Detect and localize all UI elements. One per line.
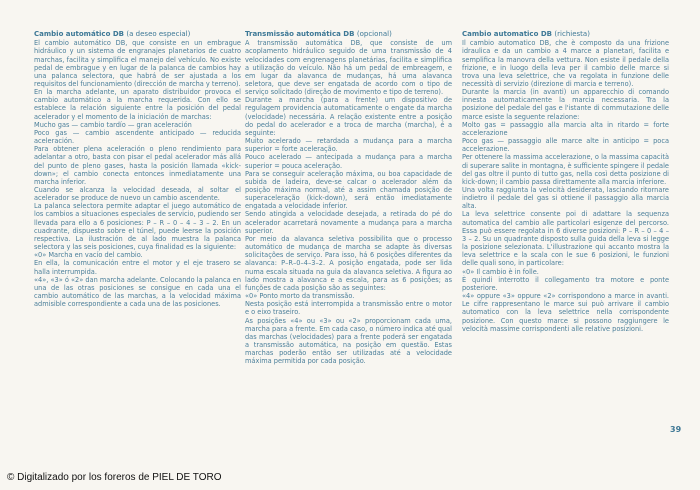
paragraph: La leva selettrice consente poi di adattare la sequenza automatica del cambio alle particolari esigenze del percorso. Essa può essere regolata in 6 diverse posizioni: P – R – 0 – 4 – 3 – 2. Su un quadrante disposto sulla guida della leva si legge la posizione selezionata. L'illustrazione qui accanto mostra la leva selettrice e la scala con le sue 6 posizioni, le funzioni delle quali sono, in particolare: [462, 210, 669, 268]
paragraph: En la marcha adelante, un aparato distribuidor provoca el cambio automático a la marcha requerida. Con ello se establece la relación siguiente entre la posición del pedal acelerador y el momento de la iniciación de marchas: [34, 88, 241, 121]
paragraph: Molto gas = passaggio alla marcia alta in ritardo = forte accelerazione [462, 120, 669, 137]
paragraph: Nesta posição está interrompida a transmissão entre o motor e o eixo traseiro. [245, 300, 452, 317]
spanish-column [34, 30, 241, 308]
paragraph: Sendo atingida a velocidade desejada, a retirada do pé do acelerador acarretará novamente a mudança para a marcha superior. [245, 210, 452, 235]
paragraph: «4» oppure «3» oppure «2» corrispondono a marce in avanti. Le cifre rappresentano le marce sui può arrivare il cambio automatico con la leva selettrice nella corrispondente posizione. Con questo marce si possono raggiungere le velocità massime corrispondenti alle relative posizioni. [462, 292, 669, 333]
paragraph: Una volta raggiunta la velocità desiderata, lasciando ritornare indietro il pedale del gas si ottiene il passaggio alla marcia alta. [462, 186, 669, 211]
paragraph: «0» Marcha en vacío del cambio. [34, 251, 143, 260]
paragraph: Mucho gas — cambio tardío — gran aceleración [34, 120, 192, 129]
paragraph: Pouco acelerado — antecipada a mudança para a marcha superior = pouca aceleração. [245, 153, 452, 170]
paragraph: Cuando se alcanza la velocidad deseada, al soltar el acelerador se produce de nuevo un cambio ascendente. [34, 186, 241, 203]
copyright-footer: © Digitalizado por los foreros de PIEL DE TORO [7, 472, 222, 483]
title-text: Cambio automático DB [34, 30, 124, 38]
paragraph: Il cambio automatico DB, che è composto da una frizione idraulica e da un cambio a 4 marce a planetari, facilita e semplifica la manovra della vettura. Non esiste il pedale della frizione, e in luogo della leva per il cambio delle marce si trova una leva selettrice, che va regolata in funzione delle necessità di servizio (direzione di marcia e terreno). [462, 39, 669, 88]
title-text: Transmissão automática DB [245, 30, 355, 38]
paragraph: «0» Ponto morto da transmissão. [245, 292, 355, 301]
paragraph: Per ottenere la massima accelerazione, o la massima capacità di superare salite in montagna, è sufficiente spingere il pedale del gas oltre il punto di tutto gas, nella così detta posizione di kick-down; il cambio passa direttamente alla marcia inferiore. [462, 153, 669, 186]
subtitle-text: (a deseo especial) [126, 30, 191, 38]
column-title [34, 30, 241, 38]
paragraph: A transmissão automática DB, que consiste de um acoplamento hidráulico seguido de uma transmissão de 4 velocidades com engrenagens planetárias, facilita e simplifica a utilização do veículo. Não há um pedal de embreagem, e em lugar da alavanca de mudanças, há uma alavanca seletora, que deve ser engatada de acordo com o tipo de serviço solicitado (direção de movimento e tipo de terreno). [245, 39, 452, 97]
paragraph: Por meio da alavanca seletiva possibilita que o processo automático de mudança de marcha se adapte às diversas solicitações de serviço. Para isso, há 6 posições diferentes da alavanca: P–R–0–4–3–2. A posição engatada, pode ser lida numa escala situada na guia da alavanca seletiva. A figura ao lado mostra a alavanca e a escala, para as 6 posições; as funções de cada posição são as seguintes: [245, 234, 452, 292]
paragraph: È quindi interrotto il collegamento tra motore e ponte posteriore. [462, 275, 669, 292]
paragraph: Durante la marcia (in avanti) un apparecchio di comando innesta automaticamente la marcia necessaria. Tra la posizione del pedale del gas e l'istante di commutazione delle marce esiste la seguente relazione: [462, 88, 669, 121]
paragraph: La palanca selectora permite adaptar el juego automático de los cambios a situaciones especiales de servicio, pudiendo ser llevada para ello a 6 posiciones: P – R – 0 – 4 – 3 – 2. En un cuadrante, dispuesto sobre el túnel, puede leerse la posición respectiva. La ilustración de al lado muestra la palanca selectora y las seis posiciones, cuya finalidad es la siguiente: [34, 202, 241, 252]
paragraph: Muito acelerado — retardada a mudança para a marcha superior = forte aceleração. [245, 137, 452, 154]
title-text: Cambio automatico DB [462, 30, 552, 38]
paragraph: El cambio automático DB, que consiste en un embrague hidráulico y un sistema de engranajes planetarios de cuatro marchas, facilita y simplifica el manejo del vehículo. No existe pedal de embrague y en lugar de la palanca de cambios hay una palanca selectora, que habrá de ser ajustada a los requisitos del funcionamiento (dirección de marcha y terreno). [34, 39, 241, 88]
paragraph: Poco gas — cambio ascendente anticipado — reducida aceleración. [34, 128, 241, 146]
paragraph: Para obtener plena aceleración o pleno rendimiento para adelantar a otro, basta con pisar el pedal acelerador más allá del punto de pleno gases, hasta la posición llamada «kick-down»; el cambio conecta entonces inmediatamente una marcha inferior. [34, 145, 241, 186]
paragraph: Para se conseguir aceleração máxima, ou boa capacidade de subida de ladeira, deve-se calcar o acelerador além da posição máxima normal, até a assim chamada posição de superaceleração (kick-down), será então imediatamente engatada a velocidade inferior. [245, 169, 452, 211]
subtitle-text: (opcional) [356, 30, 392, 38]
paragraph: Durante a marcha (para a frente) um dispositivo de regulagem providencia automaticamente o engate da marcha (velocidade) necessária. A relação existente entre a posição do pedal do acelerador e a troca de marcha (marcha), é a seguinte: [245, 96, 452, 137]
subtitle-text: (richiesta) [554, 30, 590, 38]
paragraph: «4», «3» ó «2» dan marcha adelante. Colocando la palanca en una de las otras posiciones se consigue en cada una el cambio automático de las marchas, a la velocidad máxima admisible correspondiente a cada una de las posiciones. [34, 275, 241, 309]
paragraph: En ella, la comunicación entre el motor y el eje trasero se halla interrumpida. [34, 259, 241, 276]
paragraph: Poco gas — passaggio alle marce alte in anticipo = poca accelerazione. [462, 137, 669, 154]
column-title [245, 30, 452, 38]
italian-column [462, 30, 669, 333]
column-title [462, 30, 669, 38]
paragraph: «0» Il cambio è in folle. [462, 267, 539, 276]
page-number: 39 [670, 425, 682, 434]
portuguese-column [245, 30, 452, 365]
paragraph: As posições «4» ou «3» ou «2» proporcionam cada uma, marcha para a frente. Em cada caso, o número indica até qual das marchas (velocidades) para a frente poderá ser engatada a transmissão automática, na posição em questão. Estas marchas poderão então ser utilizadas até a velocidade máxima permitida por cada posição. [245, 316, 452, 366]
